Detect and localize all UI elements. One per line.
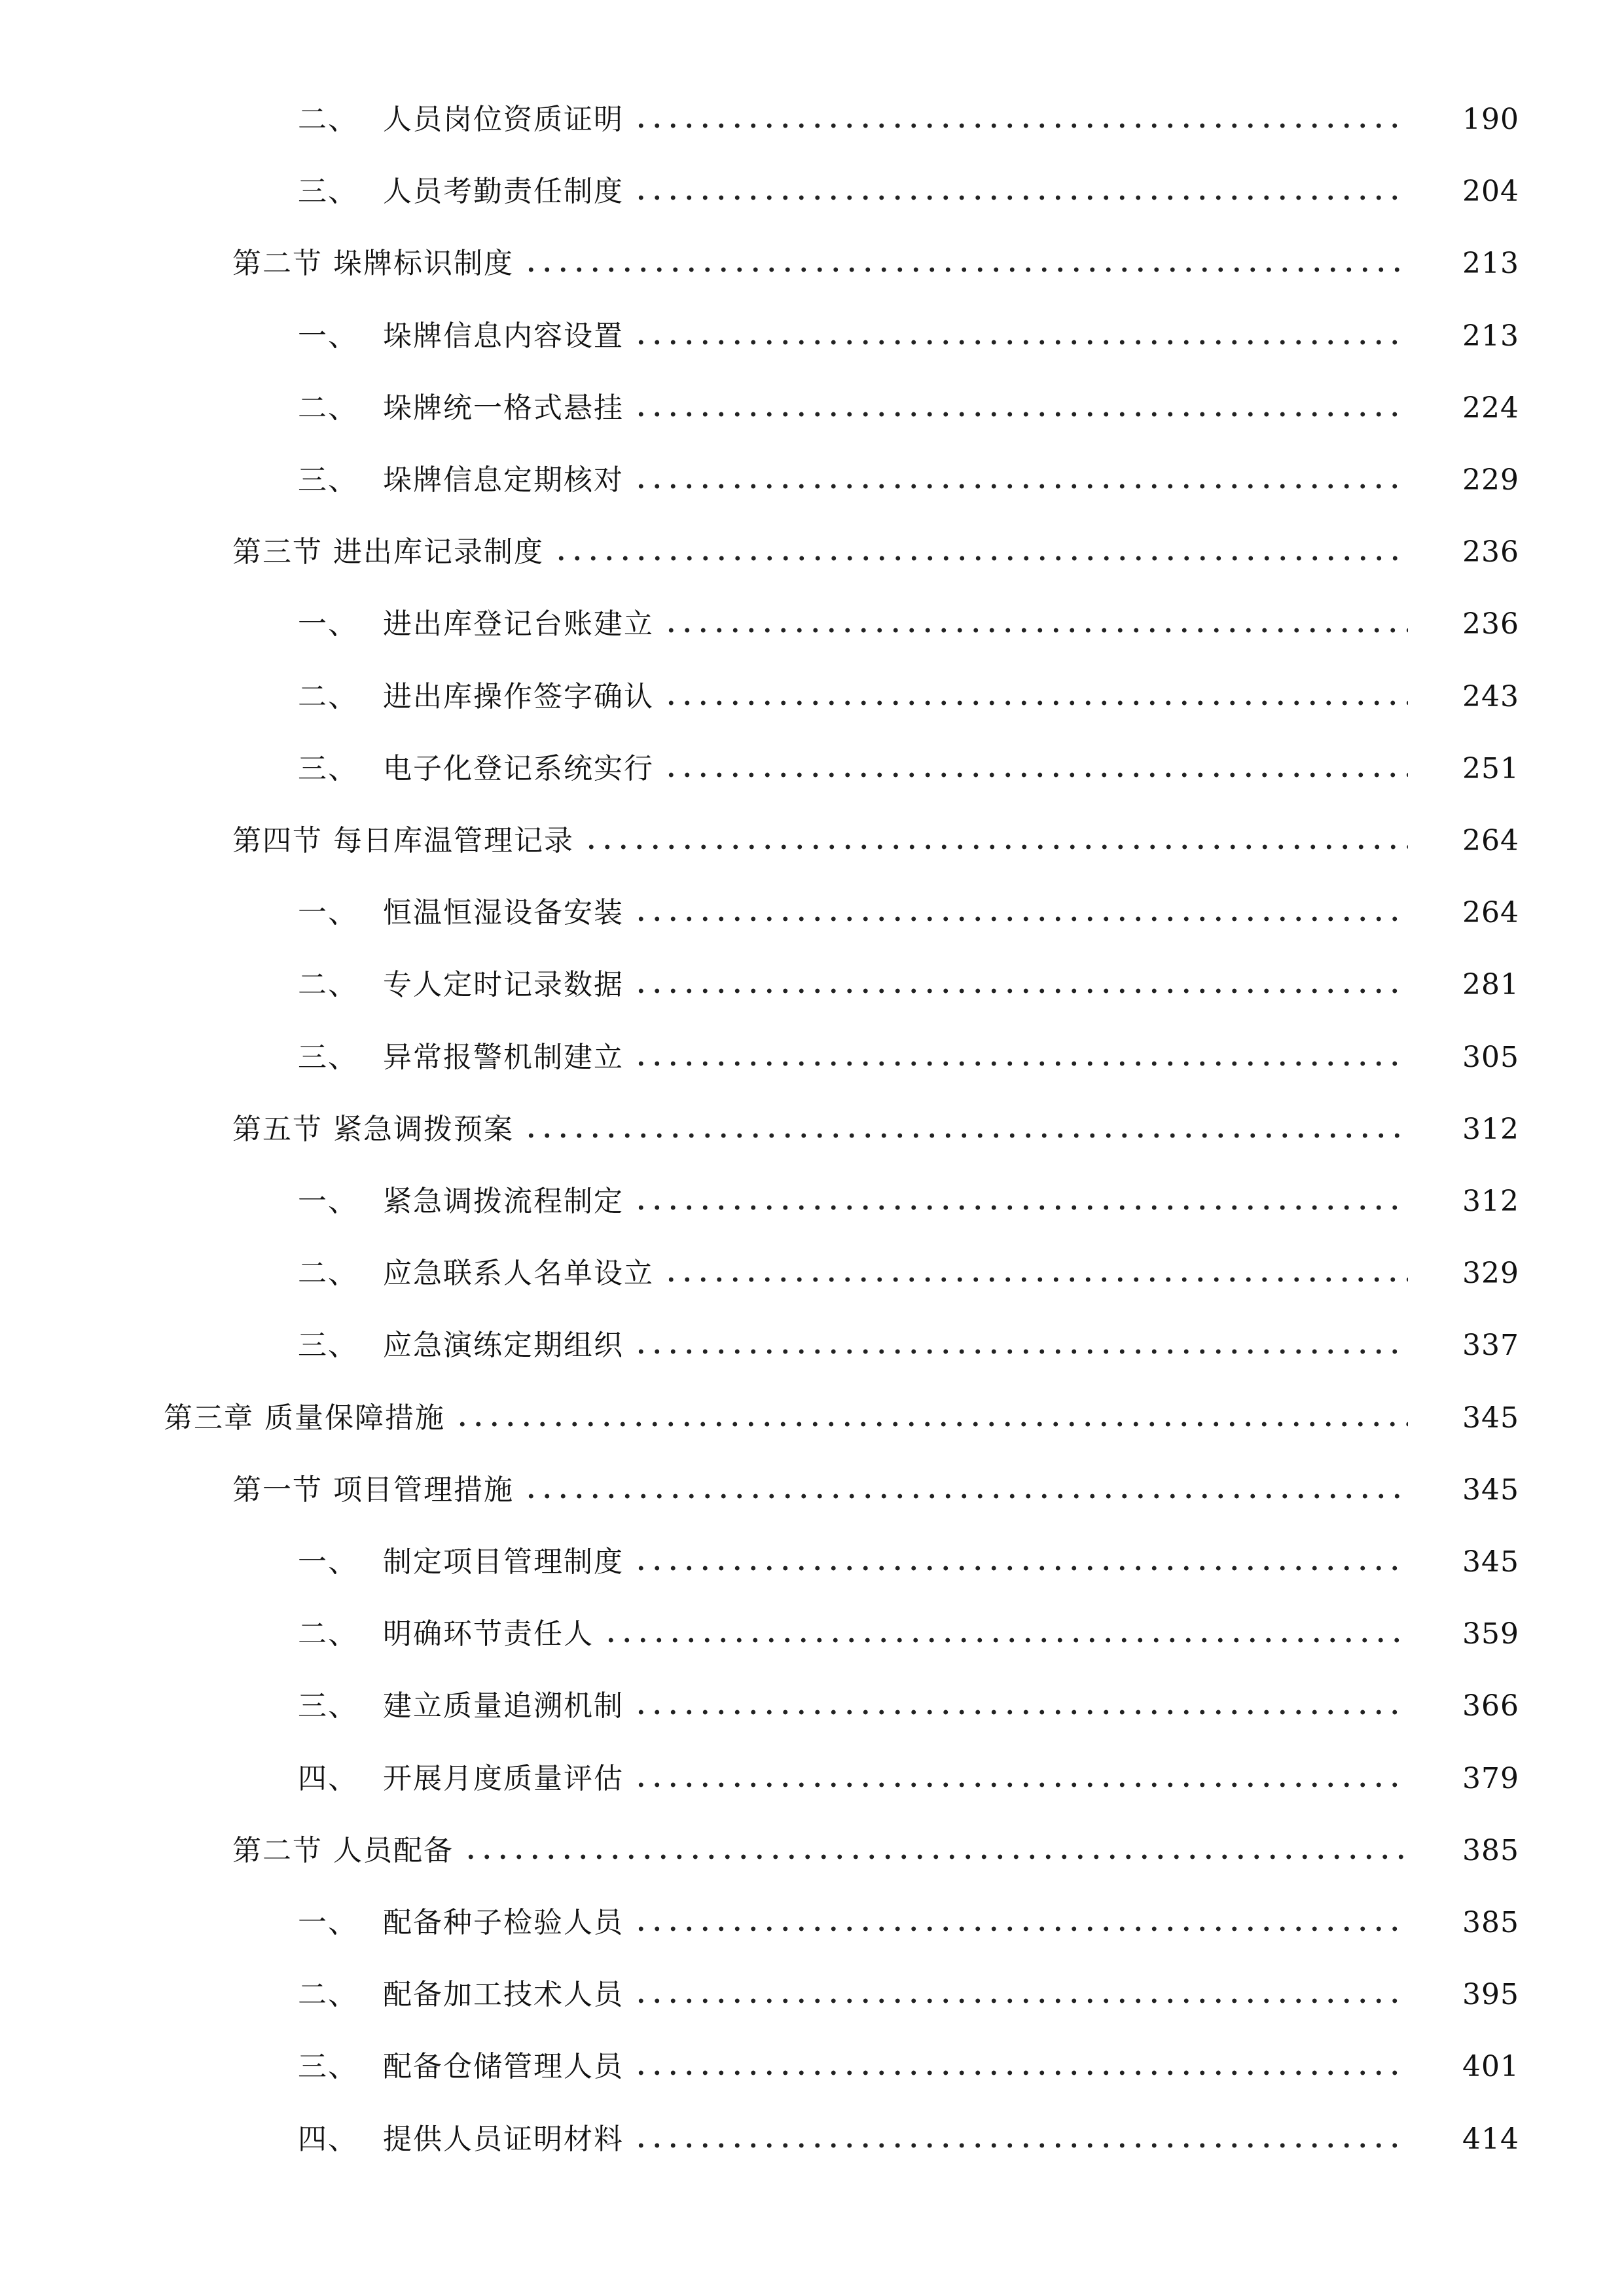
toc-entry-text: 配备种子检验人员 [383, 1906, 624, 1939]
toc-entry-page-number: 312 [1462, 1185, 1519, 1218]
toc-entry-title [298, 1179, 624, 1225]
toc-entry-item[interactable] [0, 386, 1624, 431]
toc-entry-text: 紧急调拨流程制定 [383, 1185, 624, 1218]
dot-leader [633, 482, 1408, 490]
toc-entry-number: 二、 [298, 103, 358, 136]
dot-leader [663, 626, 1408, 634]
toc-entry-title [232, 1107, 514, 1153]
toc-entry-text: 第二节 人员配备 [232, 1833, 454, 1867]
toc-entry-item[interactable] [0, 1539, 1624, 1585]
toc-entry-item[interactable] [0, 2044, 1624, 2090]
toc-entry-section[interactable] [0, 1467, 1624, 1513]
toc-entry-page-number: 264 [1462, 896, 1519, 930]
toc-entry-number: 一、 [298, 1185, 358, 1218]
toc-entry-page-number: 345 [1462, 1401, 1519, 1435]
dot-leader [633, 1997, 1408, 2005]
toc-entry-number: 二、 [298, 968, 358, 1002]
toc-entry-text: 第四节 每日库温管理记录 [232, 824, 574, 857]
toc-entry-page-number: 236 [1462, 535, 1519, 569]
toc-entry-item[interactable] [0, 314, 1624, 359]
toc-entry-title [298, 457, 624, 503]
toc-entry-number: 四、 [298, 1761, 358, 1795]
dot-leader [663, 699, 1408, 707]
toc-entry-text: 异常报警机制建立 [383, 1040, 624, 1074]
toc-entry-title [298, 1251, 654, 1297]
toc-entry-title [298, 962, 624, 1008]
toc-entry-item[interactable] [0, 2117, 1624, 2162]
toc-entry-item[interactable] [0, 746, 1624, 792]
toc-entry-section[interactable] [0, 1107, 1624, 1153]
toc-entry-text: 制定项目管理制度 [383, 1545, 624, 1579]
toc-entry-text: 配备加工技术人员 [383, 1978, 624, 2012]
toc-entry-section[interactable] [0, 529, 1624, 575]
toc-entry-number: 二、 [298, 679, 358, 713]
toc-entry-text: 配备仓储管理人员 [383, 2050, 624, 2084]
toc-entry-number: 一、 [298, 319, 358, 353]
toc-entry-title [298, 314, 624, 359]
toc-entry-page-number: 359 [1462, 1617, 1519, 1651]
toc-entry-item[interactable] [0, 1900, 1624, 1946]
toc-entry-page-number: 329 [1462, 1257, 1519, 1291]
dot-leader [633, 122, 1408, 130]
dot-leader [553, 554, 1408, 562]
toc-entry-number: 二、 [298, 1257, 358, 1291]
toc-entry-item[interactable] [0, 1179, 1624, 1225]
toc-entry-text: 第三节 进出库记录制度 [232, 535, 544, 569]
toc-entry-page-number: 385 [1462, 1906, 1519, 1939]
toc-entry-text: 进出库操作签字确认 [383, 679, 654, 713]
toc-entry-text: 人员岗位资质证明 [383, 103, 624, 136]
toc-entry-text: 提供人员证明材料 [383, 2122, 624, 2156]
toc-entry-item[interactable] [0, 1323, 1624, 1369]
toc-entry-title [298, 169, 624, 215]
dot-leader [523, 1132, 1408, 1139]
dot-leader [523, 1492, 1408, 1500]
toc-entry-page-number: 345 [1462, 1473, 1519, 1507]
toc-entry-title [232, 1828, 454, 1874]
dot-leader [633, 410, 1408, 418]
toc-entry-page-number: 414 [1462, 2122, 1519, 2156]
toc-entry-text: 垛牌统一格式悬挂 [383, 391, 624, 425]
toc-entry-page-number: 236 [1462, 607, 1519, 641]
toc-entry-number: 四、 [298, 2122, 358, 2156]
toc-entry-title [298, 674, 654, 720]
toc-entry-number: 三、 [298, 1329, 358, 1363]
dot-leader [463, 1853, 1408, 1861]
toc-entry-page-number: 337 [1462, 1329, 1519, 1363]
toc-entry-number: 一、 [298, 607, 358, 641]
toc-entry-page-number: 401 [1462, 2050, 1519, 2084]
toc-entry-page-number: 213 [1462, 247, 1519, 281]
dot-leader [633, 1708, 1408, 1716]
toc-entry-number: 三、 [298, 463, 358, 497]
toc-entry-page-number: 305 [1462, 1040, 1519, 1074]
toc-entry-number: 二、 [298, 1617, 358, 1651]
toc-entry-number: 三、 [298, 1040, 358, 1074]
toc-entry-number: 二、 [298, 391, 358, 425]
dot-leader [454, 1420, 1408, 1428]
dot-leader [633, 987, 1408, 995]
toc-entry-page-number: 379 [1462, 1761, 1519, 1795]
toc-entry-number: 一、 [298, 1906, 358, 1939]
toc-entry-number: 三、 [298, 2050, 358, 2084]
toc-entry-title [298, 601, 654, 647]
toc-entry-text: 第五节 紧急调拨预案 [232, 1112, 514, 1146]
toc-entry-text: 垛牌信息定期核对 [383, 463, 624, 497]
dot-leader [583, 843, 1408, 851]
toc-entry-title [298, 1683, 624, 1729]
toc-entry-item[interactable] [0, 1683, 1624, 1729]
dot-leader [633, 2142, 1408, 2149]
toc-entry-number: 三、 [298, 175, 358, 209]
toc-entry-text: 应急联系人名单设立 [383, 1257, 654, 1291]
dot-leader [633, 1564, 1408, 1572]
toc-entry-title [298, 1323, 624, 1369]
toc-entry-page-number: 385 [1462, 1833, 1519, 1867]
toc-entry-item[interactable] [0, 962, 1624, 1008]
dot-leader [633, 2069, 1408, 2077]
toc-entry-page-number: 224 [1462, 391, 1519, 425]
toc-entry-text: 专人定时记录数据 [383, 968, 624, 1002]
dot-leader [663, 771, 1408, 779]
toc-entry-title [298, 746, 654, 792]
toc-entry-item[interactable] [0, 457, 1624, 503]
dot-leader [633, 1204, 1408, 1211]
toc-entry-page-number: 281 [1462, 968, 1519, 1002]
toc-entry-title [232, 1467, 514, 1513]
toc-entry-title [298, 1539, 624, 1585]
toc-entry-page-number: 243 [1462, 679, 1519, 713]
toc-entry-title [298, 1035, 624, 1081]
toc-entry-page-number: 251 [1462, 751, 1519, 785]
toc-entry-text: 开展月度质量评估 [383, 1761, 624, 1795]
dot-leader [633, 338, 1408, 346]
toc-entry-title [164, 1395, 445, 1441]
toc-entry-text: 第一节 项目管理措施 [232, 1473, 514, 1507]
toc-entry-text: 明确环节责任人 [383, 1617, 594, 1651]
toc-entry-page-number: 213 [1462, 319, 1519, 353]
toc-entry-item[interactable] [0, 169, 1624, 215]
toc-entry-item[interactable] [0, 890, 1624, 936]
toc-entry-title [298, 1756, 624, 1802]
toc-entry-item[interactable] [0, 674, 1624, 720]
toc-entry-item[interactable] [0, 97, 1624, 143]
toc-entry-chapter[interactable] [0, 1395, 1624, 1441]
toc-entry-title [298, 1611, 594, 1657]
toc-entry-title [232, 241, 514, 287]
dot-leader [663, 1276, 1408, 1283]
dot-leader [633, 915, 1408, 923]
dot-leader [603, 1636, 1408, 1644]
toc-entry-item[interactable] [0, 1611, 1624, 1657]
toc-entry-page-number: 204 [1462, 175, 1519, 209]
toc-entry-text: 恒温恒湿设备安装 [383, 896, 624, 930]
toc-entry-number: 三、 [298, 1689, 358, 1723]
toc-entry-title [298, 386, 624, 431]
dot-leader [633, 1925, 1408, 1933]
toc-entry-title [232, 818, 574, 864]
toc-entry-title [298, 2044, 624, 2090]
toc-entry-page-number: 345 [1462, 1545, 1519, 1579]
toc-entry-title [298, 1972, 624, 2018]
toc-entry-title [232, 529, 544, 575]
toc-entry-item[interactable] [0, 1251, 1624, 1297]
dot-leader [633, 1060, 1408, 1067]
toc-entry-page-number: 229 [1462, 463, 1519, 497]
dot-leader [633, 194, 1408, 202]
toc-entry-number: 三、 [298, 751, 358, 785]
toc-entry-section[interactable] [0, 241, 1624, 287]
dot-leader [633, 1781, 1408, 1789]
toc-entry-number: 一、 [298, 896, 358, 930]
toc-entry-text: 电子化登记系统实行 [383, 751, 654, 785]
toc-entry-title [298, 890, 624, 936]
toc-entry-item[interactable] [0, 1756, 1624, 1802]
toc-entry-text: 人员考勤责任制度 [383, 175, 624, 209]
toc-entry-text: 应急演练定期组织 [383, 1329, 624, 1363]
toc-entry-text: 垛牌信息内容设置 [383, 319, 624, 353]
toc-entry-item[interactable] [0, 601, 1624, 647]
toc-entry-item[interactable] [0, 1035, 1624, 1081]
toc-entry-page-number: 366 [1462, 1689, 1519, 1723]
toc-entry-page-number: 395 [1462, 1978, 1519, 2012]
toc-entry-number: 一、 [298, 1545, 358, 1579]
toc-entry-text: 进出库登记台账建立 [383, 607, 654, 641]
toc-entry-text: 建立质量追溯机制 [383, 1689, 624, 1723]
toc-entry-title [298, 2117, 624, 2162]
toc-entry-page-number: 312 [1462, 1112, 1519, 1146]
toc-entry-text: 第二节 垛牌标识制度 [232, 247, 514, 281]
toc-entry-section[interactable] [0, 818, 1624, 864]
toc-entry-number: 二、 [298, 1978, 358, 2012]
toc-entry-text: 第三章 质量保障措施 [164, 1401, 445, 1435]
toc-entry-title [298, 97, 624, 143]
toc-entry-item[interactable] [0, 1972, 1624, 2018]
toc-entry-section[interactable] [0, 1828, 1624, 1874]
dot-leader [523, 266, 1408, 274]
dot-leader [633, 1348, 1408, 1355]
toc-entry-page-number: 264 [1462, 824, 1519, 857]
toc-entry-page-number: 190 [1462, 103, 1519, 136]
toc-entry-title [298, 1900, 624, 1946]
